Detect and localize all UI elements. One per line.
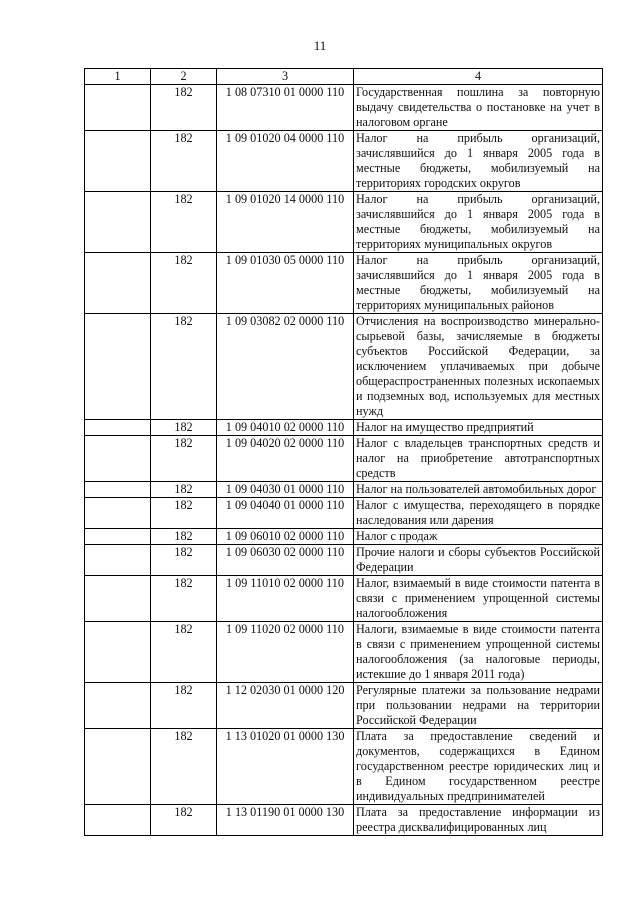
revenue-name-cell: Регулярные платежи за пользование недрами при пользовании недрами на территории Российской Федерации <box>354 683 603 729</box>
revenue-code-cell: 1 13 01190 01 0000 130 <box>217 805 354 836</box>
revenue-name-cell: Плата за предоставление информации из реестра дисквалифицированных лиц <box>354 805 603 836</box>
revenue-code-cell: 1 09 03082 02 0000 110 <box>217 314 354 420</box>
column-header-2: 2 <box>151 69 217 85</box>
column-header-1: 1 <box>85 69 151 85</box>
admin-code-cell: 182 <box>151 545 217 576</box>
revenue-code-cell: 1 12 02030 01 0000 120 <box>217 683 354 729</box>
revenue-code-cell: 1 09 11010 02 0000 110 <box>217 576 354 622</box>
admin-code-cell: 182 <box>151 253 217 314</box>
admin-code-cell: 182 <box>151 85 217 131</box>
revenue-code-cell: 1 09 04010 02 0000 110 <box>217 420 354 436</box>
revenue-code-cell: 1 09 04020 02 0000 110 <box>217 436 354 482</box>
revenue-name-cell: Налог на прибыль организаций, зачислявшийся до 1 января 2005 года в местные бюджеты, мобилизуемый на территориях муниципальных районов <box>354 253 603 314</box>
row-col1-cell <box>85 482 151 498</box>
admin-code-cell: 182 <box>151 131 217 192</box>
table-row <box>85 314 603 420</box>
table-row <box>85 253 603 314</box>
revenue-code-cell: 1 09 06010 02 0000 110 <box>217 529 354 545</box>
table-row <box>85 683 603 729</box>
row-col1-cell <box>85 85 151 131</box>
table-row <box>85 482 603 498</box>
admin-code-cell: 182 <box>151 729 217 805</box>
row-col1-cell <box>85 314 151 420</box>
revenue-name-cell: Налог с имущества, переходящего в порядке наследования или дарения <box>354 498 603 529</box>
revenue-code-cell: 1 09 04030 01 0000 110 <box>217 482 354 498</box>
admin-code-cell: 182 <box>151 683 217 729</box>
revenue-name-cell: Государственная пошлина за повторную выдачу свидетельства о постановке на учет в налоговом органе <box>354 85 603 131</box>
row-col1-cell <box>85 253 151 314</box>
column-header-4: 4 <box>354 69 603 85</box>
table-row <box>85 805 603 836</box>
admin-code-cell: 182 <box>151 498 217 529</box>
admin-code-cell: 182 <box>151 805 217 836</box>
table-header-row <box>85 69 603 85</box>
table-row <box>85 420 603 436</box>
table-row <box>85 545 603 576</box>
row-col1-cell <box>85 545 151 576</box>
row-col1-cell <box>85 420 151 436</box>
table-body <box>85 85 603 836</box>
revenue-name-cell: Налоги, взимаемые в виде стоимости патента в связи с применением упрощенной системы налогообложения (за налоговые периоды, истекшие до 1 января 2011 года) <box>354 622 603 683</box>
revenue-name-cell: Налог на прибыль организаций, зачислявшийся до 1 января 2005 года в местные бюджеты, мобилизуемый на территориях городских округов <box>354 131 603 192</box>
revenue-name-cell: Налог, взимаемый в виде стоимости патента в связи с применением упрощенной системы налогообложения <box>354 576 603 622</box>
revenue-name-cell: Плата за предоставление сведений и документов, содержащихся в Едином государственном реестре юридических лиц и в Едином государственном реестре индивидуальных предпринимателей <box>354 729 603 805</box>
revenue-code-cell: 1 09 01030 05 0000 110 <box>217 253 354 314</box>
table-row <box>85 192 603 253</box>
revenue-code-cell: 1 09 11020 02 0000 110 <box>217 622 354 683</box>
page-number: 11 <box>313 38 327 53</box>
table-row <box>85 131 603 192</box>
revenue-name-cell: Отчисления на воспроизводство минерально-сырьевой базы, зачисляемые в бюджеты субъектов Российской Федерации, за исключением уплачиваемых при добыче общераспространенных полезных ископаемых и подземных вод, используемых для местных нужд <box>354 314 603 420</box>
table-row <box>85 529 603 545</box>
table-row <box>85 729 603 805</box>
revenue-name-cell: Налог на пользователей автомобильных дорог <box>354 482 603 498</box>
admin-code-cell: 182 <box>151 576 217 622</box>
revenue-name-cell: Налог с владельцев транспортных средств и налог на приобретение автотранспортных средств <box>354 436 603 482</box>
revenue-codes-table <box>84 68 603 836</box>
revenue-code-cell: 1 09 06030 02 0000 110 <box>217 545 354 576</box>
table-row <box>85 498 603 529</box>
table-row <box>85 622 603 683</box>
column-header-3: 3 <box>217 69 354 85</box>
row-col1-cell <box>85 729 151 805</box>
revenue-code-cell: 1 09 04040 01 0000 110 <box>217 498 354 529</box>
admin-code-cell: 182 <box>151 436 217 482</box>
revenue-code-cell: 1 13 01020 01 0000 130 <box>217 729 354 805</box>
revenue-name-cell: Налог на имущество предприятий <box>354 420 603 436</box>
admin-code-cell: 182 <box>151 482 217 498</box>
row-col1-cell <box>85 131 151 192</box>
row-col1-cell <box>85 576 151 622</box>
row-col1-cell <box>85 622 151 683</box>
admin-code-cell: 182 <box>151 314 217 420</box>
revenue-name-cell: Налог на прибыль организаций, зачислявшийся до 1 января 2005 года в местные бюджеты, мобилизуемый на территориях муниципальных округов <box>354 192 603 253</box>
admin-code-cell: 182 <box>151 420 217 436</box>
row-col1-cell <box>85 436 151 482</box>
table-row <box>85 85 603 131</box>
row-col1-cell <box>85 683 151 729</box>
admin-code-cell: 182 <box>151 192 217 253</box>
row-col1-cell <box>85 529 151 545</box>
revenue-code-cell: 1 09 01020 14 0000 110 <box>217 192 354 253</box>
admin-code-cell: 182 <box>151 529 217 545</box>
revenue-code-cell: 1 08 07310 01 0000 110 <box>217 85 354 131</box>
row-col1-cell <box>85 805 151 836</box>
revenue-name-cell: Налог с продаж <box>354 529 603 545</box>
row-col1-cell <box>85 192 151 253</box>
revenue-code-cell: 1 09 01020 04 0000 110 <box>217 131 354 192</box>
admin-code-cell: 182 <box>151 622 217 683</box>
table-row <box>85 436 603 482</box>
row-col1-cell <box>85 498 151 529</box>
revenue-name-cell: Прочие налоги и сборы субъектов Российской Федерации <box>354 545 603 576</box>
table-row <box>85 576 603 622</box>
